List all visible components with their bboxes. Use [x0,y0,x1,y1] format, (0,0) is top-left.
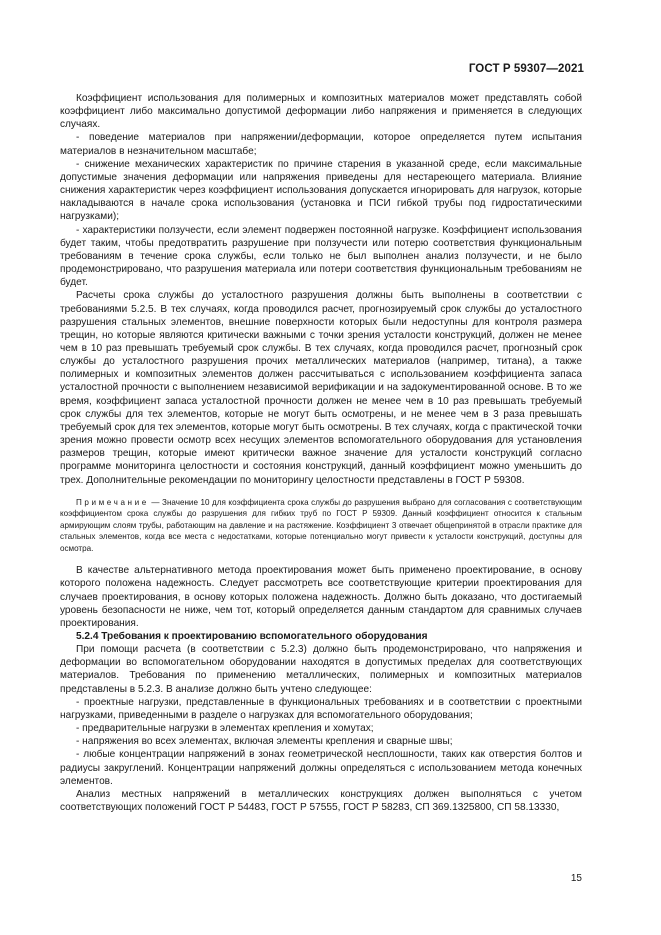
paragraph: При помощи расчета (в соответствии с 5.2.3) должно быть продемонстрировано, что напряжения и деформации во вспомогательном оборудовании находятся в допустимых пределах для соответствующих материалов. Требования по применению металлических, полимерных и композитных материалов представлены в 5.2.3. В анализе должно быть учтено следующее: [60,644,582,695]
note-label: Примечание [76,497,149,507]
list-item: - снижение механических характеристик по причине старения в указанной среде, если максимальные допустимые значения деформации или напряжения приведены для нестареющего материала. Влияние снижения характеристик через коэффициент использования допускается игнорировать для нагрузок, которые накладываются в начале срока использования (установка и ПСИ гибкой трубы под гидростатическими нагрузками); [60,158,582,223]
paragraph: Коэффициент использования для полимерных и композитных материалов может представлять собой коэффициент либо максимально допустимой деформации либо напряжения и применяется в следующих случаях. [60,93,582,131]
list-item: - проектные нагрузки, представленные в функциональных требованиях и в соответствии с проектными нагрузками, приведенными в разделе о нагрузках для вспомогательного оборудования; [60,696,582,721]
list-item: - напряжения во всех элементах, включая элементы крепления и сварные швы; [76,736,453,748]
paragraph: Расчеты срока службы до усталостного разрушения должны быть выполнены в соответствии с требованиями 5.2.5. В тех случаях, когда проводился расчет, прогнозируемый срок службы до усталостного разрушения стальных элементов, внешние поверхности которых были недоступны для контроля размера трещин, но которые являются критически важными с точки зрения усталости конструкций, должен не менее чем в 10 раз превышать требуемый срок службы. В тех случаях, когда проводился расчет, прогнозный срок службы до усталостного разрушения прочих металлических материалов (например, титана), а также полимерных и композитных элементов должен рассчитываться с использованием коэффициента запаса усталостной прочности с выполнением независимой верификации и на задокументированной основе. В то же время, коэффициент запаса усталостной прочности должен не менее чем в 10 раз превышать требуемый срок службы для тех элементов, которые не могут быть осмотрены, и не менее чем в 3 раза превышать требуемый срок для тех элементов, которые могут быть осмотрены. В тех случаях, когда с практической точки зрения можно провести осмотр всех несущих элементов вспомогательного оборудования для установления размеров трещин, которые имеют критически важное значение для усталости конструкций согласно программе мониторинга целостности и состояния конструкций, данный коэффициент можно уменьшить до трех. Дополнительные рекомендации по мониторингу целостности представлены в ГОСТ Р 59308. [60,290,582,486]
page-body [60,92,582,814]
list-item: - характеристики ползучести, если элемент подвержен постоянной нагрузке. Коэффициент использования будет таким, чтобы предотвратить разрушение при ползучести или потерю соответствия функциональным требованиям в течение срока службы, если только не был выполнен анализ ползучести, и не было продемонстрировано, что разрушения материала или потери соответствия функциональным требованиям не будет. [60,224,582,289]
section-heading: 5.2.4 Требования к проектированию вспомогательного оборудования [76,630,428,642]
standard-designation: ГОСТ Р 59307—2021 [468,63,584,75]
note-text: — Значение 10 для коэффициента срока службы до разрушения выбрано для согласования с соответствующим коэффициентом срока службы до разрушения для гибких труб по ГОСТ Р 59309. Данный коэффициент относится к стальным армирующим слоям трубы, работающим на давление и на растяжение. Коэффициент 3 отвечает общепринятой в отрасли практике для стальных элементов, когда все места с недостатками, которые потенциально могут привести к усталости конструкций, доступны для осмотра. [60,497,582,553]
page-number: 15 [570,873,582,884]
list-item: - предварительные нагрузки в элементах крепления и хомутах; [76,723,374,735]
paragraph: Анализ местных напряжений в металлических конструкциях должен выполняться с учетом соответствующих положений ГОСТ Р 54483, ГОСТ Р 57555, ГОСТ Р 58283, СП 369.1325800, СП 58.13330, [60,788,582,813]
paragraph: В качестве альтернативного метода проектирования может быть применено проектирование, в основу которого положена надежность. Следует рассмотреть все соответствующие критерии проектирования для случаев проектирования, в основу которых положена надежность. Должно быть доказано, что достигаемый уровень безопасности не ниже, чем тот, который определяется данным стандартом для сравнимых случаев проектирования. [60,565,582,629]
list-item: - любые концентрации напряжений в зонах геометрической несплошности, таких как отверстия болтов и радиусы закруглений. Концентрации напряжений должны определяться с использованием метода конечных элементов. [60,749,582,787]
note [60,497,582,555]
list-item: - поведение материалов при напряжении/деформации, которое определяется путем испытания материалов в незначительном масштабе; [60,132,582,157]
